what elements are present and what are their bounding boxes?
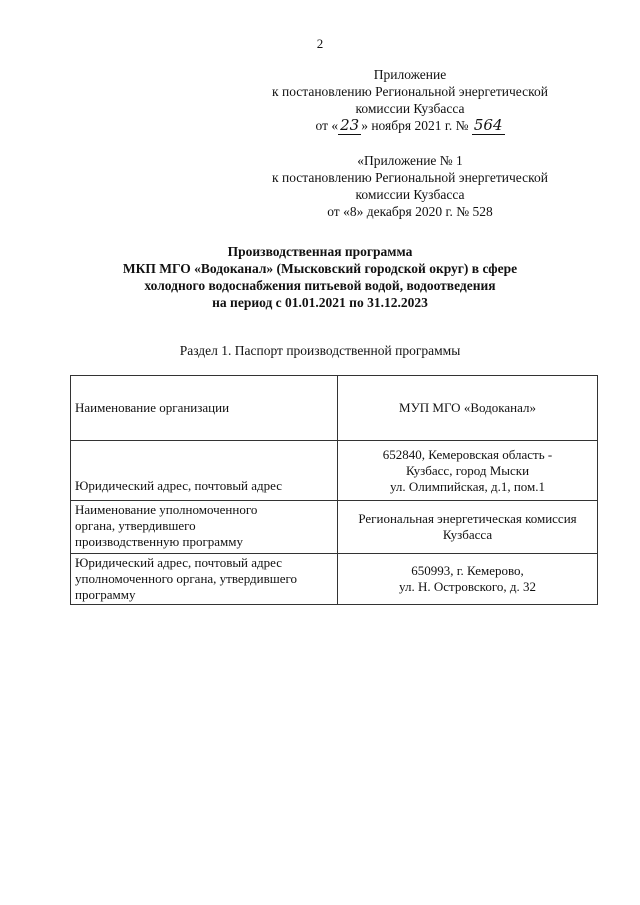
cell-line: 650993, г. Кемерово, — [411, 563, 524, 578]
section-title: Раздел 1. Паспорт производственной программы — [179, 343, 461, 358]
program-title-line: холодного водоснабжения питьевой водой, водоотведения — [144, 278, 496, 293]
table-cell-value — [338, 554, 598, 605]
page-number: 2 — [316, 36, 324, 51]
cell-line: Кузбасс, город Мыски — [405, 462, 530, 478]
table-row — [71, 376, 598, 441]
handwritten-number: 564 — [473, 116, 503, 134]
table-cell-value — [338, 441, 598, 501]
cell-line: Наименование уполномоченного — [75, 502, 258, 517]
cell-line: органа, утвердившего — [75, 518, 196, 533]
table-cell-value — [338, 501, 598, 554]
cell-line: Кузбасса — [442, 527, 493, 542]
appendix-resolution-line: к постановлению Региональной энергетической — [272, 84, 548, 99]
date-prefix: от « — [315, 118, 339, 133]
appendix-date-line — [250, 117, 570, 135]
appendix-original-header — [250, 152, 570, 220]
cell-line: Наименование организации — [75, 400, 230, 415]
cell-line: уполномоченного органа, утвердившего — [75, 571, 298, 586]
table-row — [71, 501, 598, 554]
date-middle: » ноября 2021 г. № — [361, 118, 469, 133]
table-cell-label — [71, 554, 338, 605]
appendix-original-title: «Приложение № 1 — [357, 153, 463, 168]
program-title — [60, 243, 580, 311]
table-cell-label — [71, 376, 338, 441]
table-cell-label — [71, 501, 338, 554]
table-row — [71, 554, 598, 605]
passport-table — [70, 375, 598, 605]
appendix-title: Приложение — [373, 67, 447, 82]
program-title-line: на период с 01.01.2021 по 31.12.2023 — [212, 295, 428, 310]
appendix-commission-line: комиссии Кузбасса — [355, 101, 465, 116]
cell-line: Региональная энергетическая комиссия — [358, 511, 577, 526]
cell-line: производственную программу — [75, 534, 244, 549]
cell-line: Юридический адрес, почтовый адрес — [75, 478, 283, 493]
cell-line: 652840, Кемеровская область - — [382, 446, 553, 462]
cell-line: ул. Н. Островского, д. 32 — [399, 579, 536, 594]
program-title-line: Производственная программа — [227, 244, 413, 259]
cell-line: МУП МГО «Водоканал» — [399, 400, 536, 415]
table-cell-value — [338, 376, 598, 441]
program-title-line: МКП МГО «Водоканал» (Мысковский городской округ) в сфере — [122, 261, 518, 276]
cell-line: ул. Олимпийская, д.1, пом.1 — [389, 478, 546, 494]
handwritten-day: 23 — [340, 116, 360, 134]
appendix-original-resolution-line: к постановлению Региональной энергетической — [272, 170, 548, 185]
appendix-original-commission-line: комиссии Кузбасса — [355, 187, 465, 202]
appendix-original-date-line: от «8» декабря 2020 г. № 528 — [327, 204, 493, 219]
cell-line: программу — [75, 587, 136, 602]
table-cell-label — [71, 441, 338, 501]
cell-line: Юридический адрес, почтовый адрес — [75, 555, 283, 570]
appendix-current-header — [250, 66, 570, 135]
table-row — [71, 441, 598, 501]
